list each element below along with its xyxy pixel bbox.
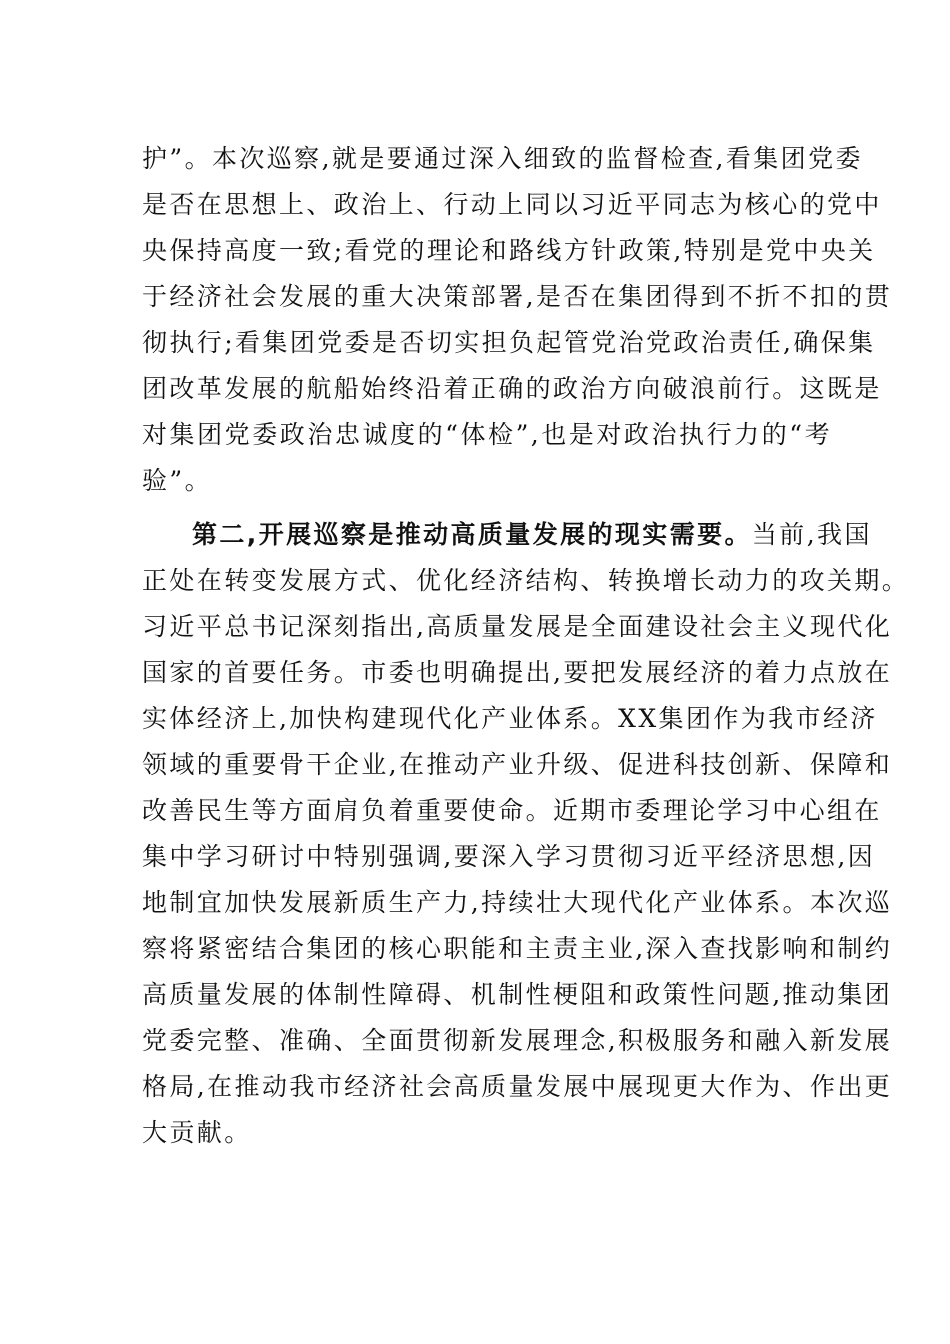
paragraph1-line-2: 是否在思想上、政治上、行动上同以习近平同志为核心的党中: [142, 190, 882, 219]
paragraph2-line-4: 国家的首要任务。市委也明确提出,要把发展经济的着力点放在: [142, 658, 893, 687]
paragraph1-line-4: 于经济社会发展的重大决策部署,是否在集团得到不折不扣的贯: [142, 282, 893, 311]
paragraph2-line-5: 实体经济上,加快构建现代化产业体系。XX集团作为我市经济: [142, 704, 878, 733]
paragraph2-line-14: 大贡献。: [142, 1118, 252, 1147]
paragraph2-lead-sentence: 第二,开展巡察是推动高质量发展的现实需要。: [192, 520, 752, 549]
paragraph2-line-2: 正处在转变发展方式、优化经济结构、转换增长动力的攻关期。: [142, 566, 910, 595]
paragraph2-line-7: 改善民生等方面肩负着重要使命。近期市委理论学习中心组在: [142, 796, 882, 825]
paragraph2-line-3: 习近平总书记深刻指出,高质量发展是全面建设社会主义现代化: [142, 612, 893, 641]
paragraph1-line-3: 央保持高度一致;看党的理论和路线方针政策,特别是党中央关: [142, 236, 876, 265]
paragraph2-line-12: 党委完整、准确、全面贯彻新发展理念,积极服务和融入新发展: [142, 1026, 893, 1055]
paragraph2-line-6: 领域的重要骨干企业,在推动产业升级、促进科技创新、保障和: [142, 750, 893, 779]
paragraph2-line-10: 察将紧密结合集团的核心职能和主责主业,深入查找影响和制约: [142, 934, 893, 963]
paragraph1-line-5: 彻执行;看集团党委是否切实担负起管党治党政治责任,确保集: [142, 328, 876, 357]
paragraph2-line-8: 集中学习研讨中特别强调,要深入学习贯彻习近平经济思想,因: [142, 842, 876, 871]
paragraph1-line-8: 验”。: [142, 466, 212, 495]
paragraph1-line-6: 团改革发展的航船始终沿着正确的政治方向破浪前行。这既是: [142, 374, 882, 403]
paragraph2-line-11: 高质量发展的体制性障碍、机制性梗阻和政策性问题,推动集团: [142, 980, 893, 1009]
paragraph1-line-7: 对集团党委政治忠诚度的“体检”,也是对政治执行力的“考: [142, 420, 832, 449]
paragraph2-line-13: 格局,在推动我市经济社会高质量发展中展现更大作为、作出更: [142, 1072, 893, 1101]
paragraph1-line-1: 护”。本次巡察,就是要通过深入细致的监督检查,看集团党委: [142, 144, 863, 173]
paragraph2-line-1-rest: 当前,我国: [751, 520, 872, 549]
paragraph2-line-9: 地制宜加快发展新质生产力,持续壮大现代化产业体系。本次巡: [142, 888, 893, 917]
paragraph2-line-1: [192, 517, 872, 553]
